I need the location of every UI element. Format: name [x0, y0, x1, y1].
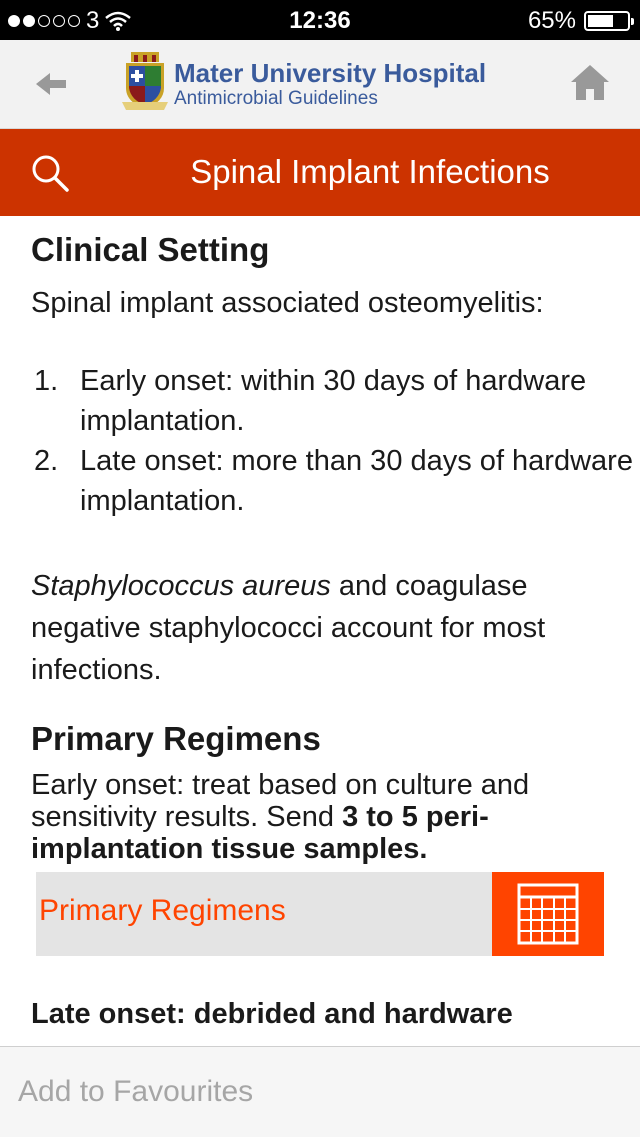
hospital-crest-logo — [122, 52, 168, 112]
title-bar — [0, 129, 640, 216]
brand — [174, 58, 486, 110]
primary-regimens-link[interactable]: Primary Regimens — [39, 894, 286, 927]
primary-regimens-heading: Primary Regimens — [31, 720, 321, 757]
clinical-setting-heading: Clinical Setting — [31, 231, 270, 268]
status-bar — [0, 0, 640, 40]
add-to-favourites-button[interactable]: Add to Favourites — [18, 1075, 254, 1108]
home-icon — [568, 60, 612, 104]
search-icon — [28, 151, 72, 195]
app-title: Mater University Hospital — [174, 58, 487, 88]
battery-percentage: 65% — [527, 7, 576, 34]
list-item: 1. Early onset: within 30 days of hardware implantation. — [34, 365, 587, 437]
regimen-table-button[interactable] — [492, 872, 604, 956]
early-onset-paragraph: Early onset: treat based on culture and sensitivity results. Send 3 to 5 peri-implantation tissue samples. — [31, 769, 530, 865]
primary-regimens-row[interactable] — [36, 872, 604, 956]
sample-instruction: 3 to 5 peri-implantation tissue samples. — [31, 801, 489, 865]
app-header — [0, 40, 640, 129]
back-arrow-icon — [30, 62, 74, 106]
late-onset-heading: Late onset: debrided and hardware — [31, 998, 513, 1030]
clinical-setting-intro: Spinal implant associated osteomyelitis: — [31, 287, 544, 319]
list-item: 2. Late onset: more than 30 days of hardware implantation. — [34, 445, 633, 517]
footer-bar — [0, 1046, 640, 1137]
content-area — [31, 216, 640, 865]
page-title: Spinal Implant Infections — [190, 153, 550, 190]
app-subtitle: Antimicrobial Guidelines — [174, 88, 378, 109]
carrier-label: 3 — [86, 7, 100, 34]
search-button[interactable] — [28, 151, 72, 195]
back-button[interactable] — [30, 62, 74, 106]
battery-icon — [584, 11, 630, 31]
calendar-grid-icon — [492, 872, 604, 956]
battery-area — [528, 7, 630, 35]
onset-list — [31, 361, 640, 521]
home-button[interactable] — [568, 60, 612, 104]
organism-name: Staphylococcus aureus — [31, 570, 331, 602]
organism-paragraph: Staphylococcus aureus and coagulase negative staphylococci account for most infections. — [31, 570, 546, 686]
clock: 12:36 — [289, 7, 351, 34]
